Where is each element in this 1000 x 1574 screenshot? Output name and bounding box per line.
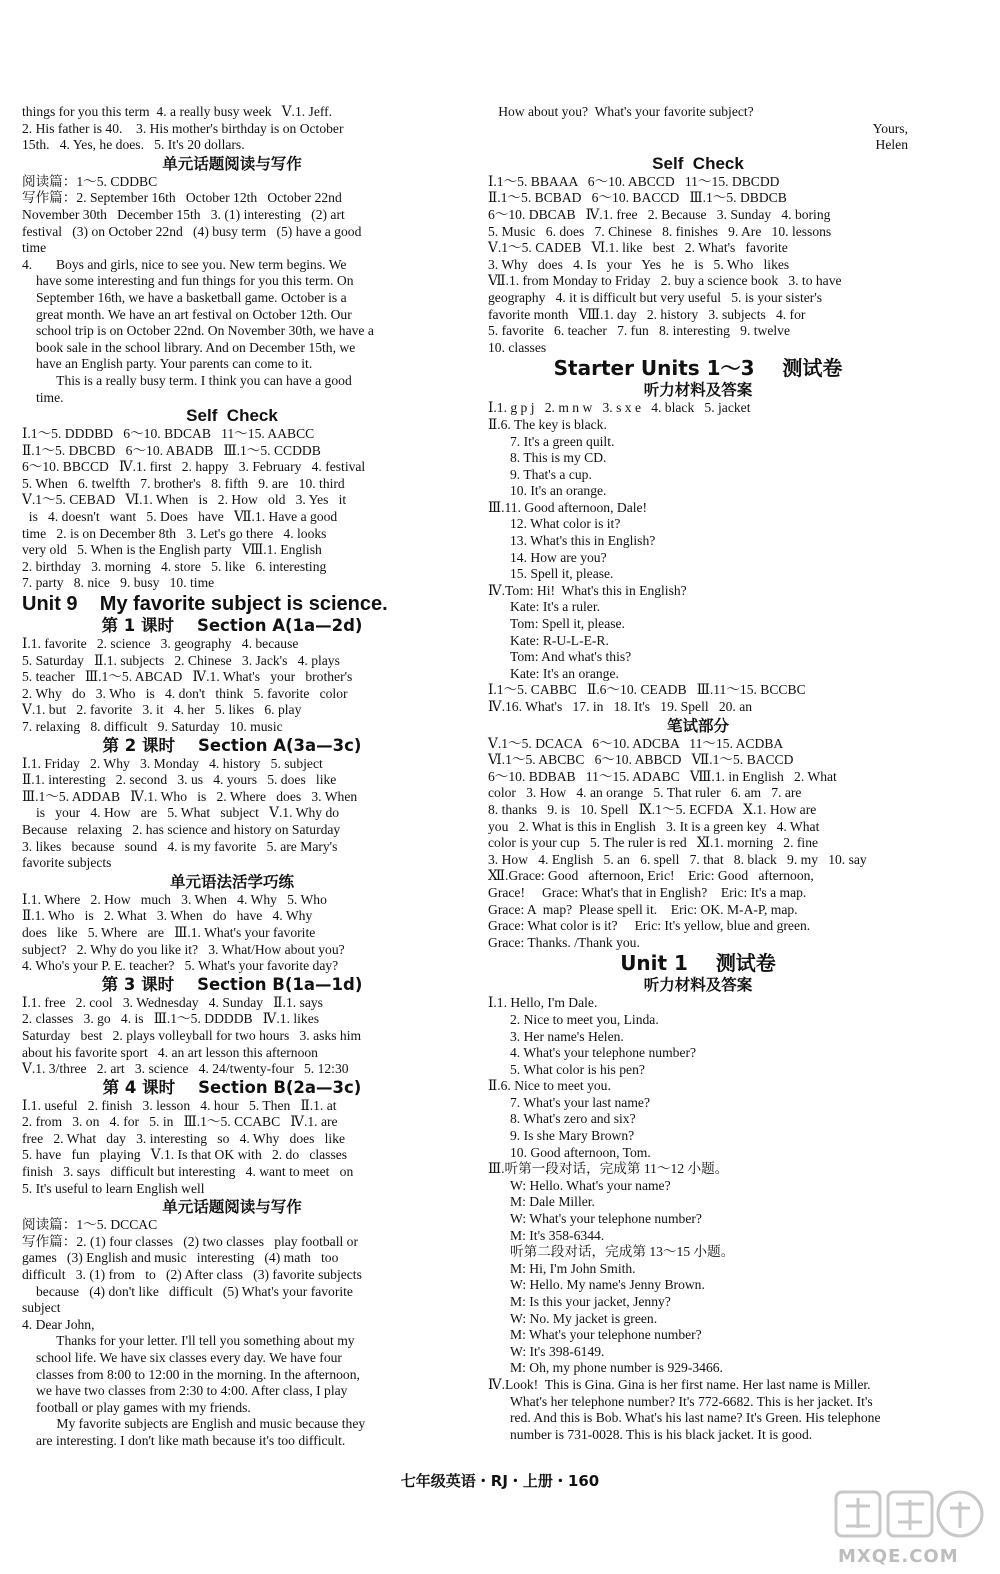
text-line: Ⅲ.1～5. ADDAB Ⅳ.1. Who is 2. Where does 3. When — [22, 788, 358, 804]
text-line: 阅读篇：1～5. CDDBC — [22, 173, 158, 189]
text-line: time. — [36, 389, 64, 405]
text-line: Kate: R-U-L-E-R. — [510, 632, 609, 648]
text-line: football or play games with my friends. — [36, 1399, 251, 1415]
text-line: is your 4. How are 5. What subject Ⅴ.1. Why do — [36, 805, 340, 821]
text-line: Tom: And what's this? — [510, 649, 632, 665]
text-line: 阅读篇：1～5. DCCAC — [22, 1217, 158, 1233]
section-heading: 听力材料及答案 — [643, 976, 753, 995]
text-line: Ⅰ.1. g p j 2. m n w 3. s x e 4. black 5. jacket — [488, 400, 751, 416]
text-line: Helen — [875, 137, 908, 153]
text-line: school life. We have six classes every day. We have four — [36, 1350, 342, 1365]
text-line: Ⅰ.1. free 2. cool 3. Wednesday 4. Sunday Ⅱ.1. says — [22, 994, 323, 1010]
text-line: 10. classes — [488, 339, 547, 355]
lesson-heading: 第 4 课时 Section B(2a—3c) — [102, 1077, 362, 1097]
text-line: This is a really busy term. I think you can have a good — [36, 372, 352, 388]
text-line: 8. What's zero and six? — [510, 1111, 636, 1127]
text-line: favorite month Ⅷ.1. day 2. history 3. subjects 4. for — [488, 306, 806, 322]
text-line: subject? 2. Why do you like it? 3. What/How about you? — [22, 941, 345, 957]
text-line: 7. It's a green quilt. — [510, 433, 615, 449]
self-check-heading: Self Check — [652, 153, 744, 173]
text-line: favorite subjects — [22, 855, 112, 871]
self-check-heading: Self Check — [186, 406, 278, 426]
text-line: 9. That's a cup. — [510, 466, 592, 482]
text-line: 5. It's useful to learn English well — [22, 1180, 205, 1196]
text-line: Ⅰ.1. useful 2. finish 3. lesson 4. hour 5. Then Ⅱ.1. at — [22, 1097, 337, 1113]
text-line: Ⅱ.1～5. DBCBD 6～10. ABADB Ⅲ.1～5. CCDDB — [22, 442, 321, 458]
text-line: W: Hello. What's your name? — [510, 1177, 671, 1193]
text-line: very old 5. When is the English party Ⅷ.1. English — [22, 542, 322, 558]
text-line: Ⅴ.1～5. CEBAD Ⅵ.1. When is 2. How old 3. Yes it — [22, 492, 347, 508]
text-line: Tom: Spell it, please. — [510, 616, 625, 632]
text-line: 听第二段对话，完成第 13～15 小题。 — [510, 1244, 735, 1260]
text-line: Ⅳ.Look! This is Gina. Gina is her first name. Her last name is Miller. — [488, 1376, 871, 1392]
text-line: M: It's 358-6344. — [510, 1227, 605, 1243]
text-line: you 2. What is this in English 3. It is a green key 4. What — [488, 818, 820, 834]
left-column — [22, 104, 442, 1450]
section-heading: 单元话题阅读与写作 — [162, 154, 302, 173]
text-line: 15th. 4. Yes, he does. 5. It's 20 dollars. — [22, 137, 245, 153]
text-line: How about you? What's your favorite subject? — [488, 104, 754, 119]
text-line: Ⅴ.1. but 2. favorite 3. it 4. her 5. likes 6. play — [22, 702, 302, 718]
text-line: November 30th December 15th 3. (1) interesting (2) art — [22, 206, 345, 222]
text-line: Ⅱ.1. Who is 2. What 3. When do have 4. Why — [22, 908, 313, 924]
text-line: Ⅰ.1. Friday 2. Why 3. Monday 4. history 5. subject — [22, 755, 323, 771]
text-line: classes from 8:00 to 12:00 in the morning. In the afternoon, — [36, 1366, 360, 1382]
text-line: 8. thanks 9. is 10. Spell Ⅸ.1～5. ECFDA Ⅹ.1. How are — [488, 801, 817, 817]
text-line: M: What's your telephone number? — [510, 1327, 702, 1343]
text-line: 13. What's this in English? — [510, 533, 656, 549]
text-line: have some interesting and fun things for you this term. On — [36, 273, 354, 289]
text-line: 3. How 4. English 5. an 6. spell 7. that 8. black 9. my 10. say — [488, 851, 867, 867]
text-line: W: What's your telephone number? — [510, 1211, 702, 1227]
watermark-text: MXQE.COM — [838, 1546, 959, 1567]
text-line: Ⅲ.听第一段对话，完成第 11～12 小题。 — [488, 1161, 729, 1177]
text-line: 2. from 3. on 4. for 5. in Ⅲ.1～5. CCABC Ⅳ.1. are — [22, 1114, 338, 1130]
text-line: September 16th, we have a basketball game. October is a — [36, 289, 347, 305]
text-line: Ⅰ.1. Where 2. How much 3. When 4. Why 5. Who — [22, 891, 327, 907]
text-line: 2. classes 3. go 4. is Ⅲ.1～5. DDDDB Ⅳ.1. likes — [22, 1011, 320, 1027]
text-line: are interesting. I don't like math because it's too difficult. — [36, 1432, 346, 1448]
text-line: Kate: It's a ruler. — [510, 599, 601, 615]
text-line: color is your cup 5. The ruler is red Ⅺ.1. morning 2. fine — [488, 835, 819, 851]
text-line: Ⅱ.6. The key is black. — [488, 416, 607, 432]
text-line: Grace! Grace: What's that in English? Eric: It's a map. — [488, 884, 807, 900]
text-line: about his favorite sport 4. an art lesson this afternoon — [22, 1044, 318, 1060]
text-line: 写作篇：2. September 16th October 12th October 22nd — [22, 190, 342, 206]
text-line: have an English party. Your parents can come to it. — [36, 356, 313, 372]
text-line: Saturday best 2. plays volleyball for two hours 3. asks him — [22, 1027, 362, 1043]
text-line: W: Hello. My name's Jenny Brown. — [510, 1277, 705, 1293]
text-line: 10. Good afternoon, Tom. — [510, 1144, 651, 1160]
text-line: 7. What's your last name? — [510, 1094, 650, 1110]
text-line: 9. Is she Mary Brown? — [510, 1128, 635, 1144]
text-line: 5. favorite 6. teacher 7. fun 8. interesting 9. twelve — [488, 323, 790, 339]
text-line: subject — [22, 1300, 61, 1316]
text-line: M: Oh, my phone number is 929-3466. — [510, 1360, 723, 1376]
text-line: Ⅲ.11. Good afternoon, Dale! — [488, 499, 648, 515]
test-heading: Starter Units 1～3 测试卷 — [553, 356, 843, 381]
text-line: Grace: What color is it? Eric: It's yellow, blue and green. — [488, 918, 811, 934]
lesson-heading: 第 2 课时 Section A(3a—3c) — [102, 735, 362, 755]
text-line: Grace: A map? Please spell it. Eric: OK. M-A-P, map. — [488, 901, 798, 917]
text-line: time — [22, 240, 47, 256]
text-line: W: No. My jacket is green. — [510, 1310, 658, 1326]
text-line: 5. have fun playing Ⅴ.1. Is that OK with 2. do classes — [22, 1147, 348, 1163]
text-line: 5. Saturday Ⅱ.1. subjects 2. Chinese 3. Jack's 4. plays — [22, 652, 340, 668]
lesson-heading: 第 3 课时 Section B(1a—1d) — [101, 974, 363, 994]
text-line: 5. What color is his pen? — [510, 1061, 645, 1077]
text-line: Ⅴ.1. 3/three 2. art 3. science 4. 24/twenty-four 5. 12:30 — [22, 1061, 349, 1077]
text-line: Ⅱ.1. interesting 2. second 3. us 4. yours 5. does like — [22, 772, 337, 788]
text-line: 4. Who's your P. E. teacher? 5. What's your favorite day? — [22, 958, 339, 974]
text-line: 5. teacher Ⅲ.1～5. ABCAD Ⅳ.1. What's your brother's — [22, 669, 353, 685]
text-line: 6～10. BDBAB 11～15. ADABC Ⅷ.1. in English 2. What — [488, 768, 837, 784]
text-line: 4. What's your telephone number? — [510, 1045, 697, 1061]
text-line: Ⅻ.Grace: Good afternoon, Eric! Eric: Good afternoon, — [488, 868, 814, 884]
text-line: we have two classes from 2:30 to 4:00. After class, I play — [36, 1383, 348, 1399]
text-line: 3. Her name's Helen. — [510, 1028, 624, 1044]
text-line: number is 731-0028. This is his black jacket. It is good. — [510, 1426, 813, 1442]
test-heading: Unit 1 测试卷 — [620, 951, 776, 976]
section-heading: 笔试部分 — [666, 716, 729, 735]
text-line: What's her telephone number? It's 772-6682. This is her jacket. It's — [510, 1393, 873, 1409]
text-line: school trip is on October 22nd. On November 30th, we have a — [36, 323, 374, 339]
page-footer: 七年级英语・RJ・上册・160 — [400, 1472, 600, 1490]
text-line: 6～10. BBCCD Ⅳ.1. first 2. happy 3. February 4. festival — [22, 459, 366, 475]
text-line: difficult 3. (1) from to (2) After class (3) favorite subjects — [22, 1267, 362, 1283]
text-line: 14. How are you? — [510, 549, 607, 565]
text-line: because (4) don't like difficult (5) What's your favorite — [36, 1283, 353, 1299]
text-line: Ⅰ.1～5. DDDBD 6～10. BDCAB 11～15. AABCC — [22, 426, 315, 442]
text-line: Because relaxing 2. has science and history on Saturday — [22, 821, 341, 837]
text-line: Ⅶ.1. from Monday to Friday 2. buy a science book 3. to have — [488, 273, 842, 289]
text-line: Thanks for your letter. I'll tell you something about my — [36, 1333, 355, 1349]
text-line: finish 3. says difficult but interesting 4. want to meet on — [22, 1164, 354, 1180]
text-line: Kate: It's an orange. — [510, 665, 619, 681]
text-line: book sale in the school library. And on December 15th, we — [36, 339, 356, 355]
text-line: Ⅴ.1～5. DCACA 6～10. ADCBA 11～15. ACDBA — [488, 735, 784, 751]
text-line: 7. party 8. nice 9. busy 10. time — [22, 575, 215, 591]
lesson-heading: 第 1 课时 Section A(1a—2d) — [101, 616, 363, 636]
text-line: 写作篇：2. (1) four classes (2) two classes play football or — [22, 1233, 358, 1249]
text-line: W: It's 398-6149. — [510, 1343, 605, 1359]
text-line: color 3. How 4. an orange 5. That ruler 6. am 7. are — [488, 785, 802, 801]
text-line: 4. Dear John, — [22, 1316, 95, 1332]
text-line: My favorite subjects are English and music because they — [36, 1416, 366, 1432]
text-line: great month. We have an art festival on October 12th. Our — [36, 306, 352, 322]
text-line: 15. Spell it, please. — [510, 566, 614, 582]
text-line: 2. Why do 3. Who is 4. don't think 5. favorite color — [22, 685, 348, 701]
text-line: 6～10. DBCAB Ⅳ.1. free 2. Because 3. Sunday 4. boring — [488, 206, 831, 222]
text-line: Grace: Thanks. /Thank you. — [488, 934, 640, 950]
text-line: festival (3) on October 22nd (4) busy term (5) have a good — [22, 223, 362, 239]
text-line: things for you this term 4. a really busy week Ⅴ.1. Jeff. — [22, 104, 333, 119]
text-line: games (3) English and music interesting (4) math too — [22, 1250, 339, 1266]
text-line: is 4. doesn't want 5. Does have Ⅶ.1. Have a good — [22, 509, 338, 525]
text-line: red. And this is Bob. What's his last name? It's Green. His telephone — [510, 1410, 881, 1426]
text-line: M: Hi, I'm John Smith. — [510, 1260, 636, 1276]
right-column — [488, 104, 908, 1443]
text-line: does like 5. Where are Ⅲ.1. What's your favorite — [22, 924, 316, 940]
text-line: 2. birthday 3. morning 4. store 5. like 6. interesting — [22, 558, 327, 574]
text-line: Ⅱ.1～5. BCBAD 6～10. BACCD Ⅲ.1～5. DBDCB — [488, 190, 787, 206]
text-line: 5. Music 6. does 7. Chinese 8. finishes 9. Are 10. lessons — [488, 223, 832, 239]
text-line: Ⅱ.6. Nice to meet you. — [488, 1078, 611, 1094]
text-line: Ⅴ.1～5. CADEB Ⅵ.1. like best 2. What's favorite — [488, 240, 788, 256]
text-line: 4. Boys and girls, nice to see you. New term begins. We — [22, 256, 347, 272]
text-line: 3. Why does 4. Is your Yes he is 5. Who likes — [488, 256, 790, 272]
text-line: time 2. is on December 8th 3. Let's go there 4. looks — [22, 525, 327, 541]
text-line: 5. When 6. twelfth 7. brother's 8. fifth 9. are 10. third — [22, 475, 345, 491]
text-line: 2. His father is 40. 3. His mother's birthday is on October — [22, 120, 344, 136]
section-heading: 单元语法活学巧练 — [169, 872, 294, 891]
text-line: 7. relaxing 8. difficult 9. Saturday 10. music — [22, 719, 283, 734]
text-line: free 2. What day 3. interesting so 4. Why does like — [22, 1130, 346, 1146]
text-line: Ⅵ.1～5. ABCBC 6～10. ABBCD Ⅶ.1～5. BACCD — [488, 752, 794, 768]
section-heading: 听力材料及答案 — [643, 381, 753, 400]
unit-title: Unit 9 My favorite subject is science. — [22, 593, 388, 616]
text-line: 2. Nice to meet you, Linda. — [510, 1011, 659, 1027]
text-line: 10. It's an orange. — [510, 483, 607, 499]
text-line: Ⅰ.1～5. CABBC Ⅱ.6～10. CEADB Ⅲ.11～15. BCCBC — [488, 682, 806, 698]
text-line: Ⅰ.1. favorite 2. science 3. geography 4. because — [22, 636, 299, 652]
text-line: Ⅰ.1. Hello, I'm Dale. — [488, 995, 598, 1011]
section-heading: 单元话题阅读与写作 — [162, 1198, 302, 1217]
text-line: 8. This is my CD. — [510, 450, 607, 466]
text-line: M: Is this your jacket, Jenny? — [510, 1294, 671, 1309]
text-line: 3. likes because sound 4. is my favorite 5. are Mary's — [22, 838, 338, 854]
text-line: 12. What color is it? — [510, 516, 621, 532]
text-line: Yours, — [872, 120, 908, 136]
text-line: Ⅰ.1～5. BBAAA 6～10. ABCCD 11～15. DBCDD — [488, 173, 780, 189]
text-line: geography 4. it is difficult but very useful 5. is your sister's — [488, 289, 823, 305]
text-line: Ⅳ.16. What's 17. in 18. It's 19. Spell 20. an — [488, 699, 753, 714]
text-line: M: Dale Miller. — [510, 1194, 595, 1210]
text-line: Ⅳ.Tom: Hi! What's this in English? — [488, 582, 687, 598]
